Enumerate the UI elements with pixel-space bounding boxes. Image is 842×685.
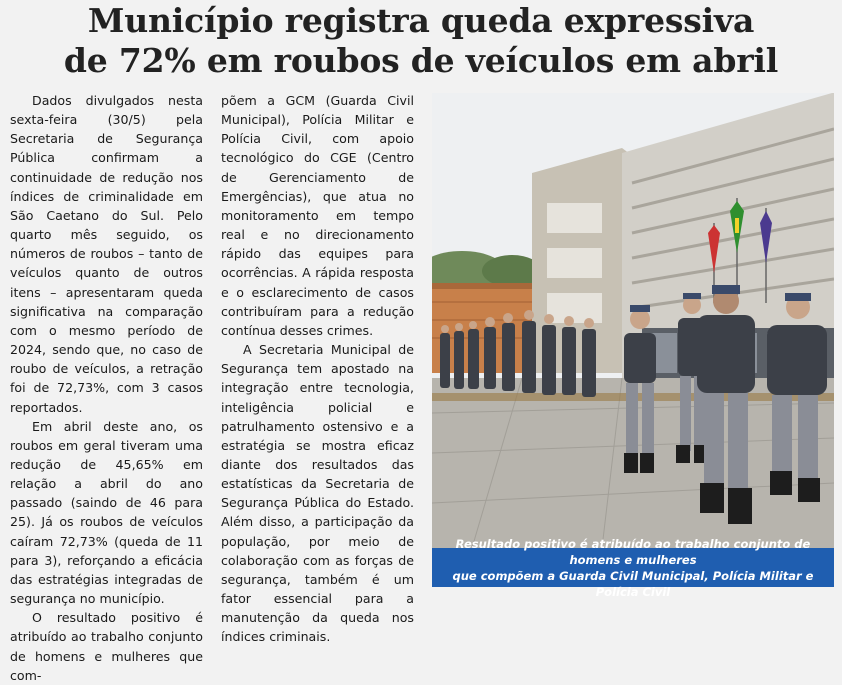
headline	[0, 0, 842, 81]
paragraph: A Secretaria Municipal de Segurança tem apostado na integração entre tecnologia, inteligência policial e patrulhamento ostensivo e a estratégia se mostra eficaz diante dos resultados das estatísticas da Secretaria de Segurança Pública do Estado. Além disso, a participação da população, por meio de colaboração com as forças de segurança, também é um fator essencial para a manutenção da queda nos índices criminais.	[221, 342, 414, 645]
caption-line-1: Resultado positivo é atribuído ao trabalho conjunto de homens e mulheres	[455, 536, 811, 567]
photo-caption	[432, 536, 834, 599]
paragraph: Em abril deste ano, os roubos em geral tiveram uma redução de 45,65% em relação a abril do ano passado (saindo de 46 para 25). Já os roubos de veículos caíram 72,73% (queda de 11 para 3), reforçando a eficácia das estratégias integradas de segurança no município.	[10, 418, 203, 607]
article-column-1	[10, 91, 203, 685]
paragraph: põem a GCM (Guarda Civil Municipal), Polícia Militar e Polícia Civil, com apoio tecnológico do CGE (Centro de Gerenciamento de Emergências), que atua no monitoramento em tempo real e no direcionamento rápido das equipes para ocorrências. A rápida resposta e o esclarecimento de casos contribuíram para a redução contínua desses crimes.	[221, 93, 414, 338]
caption-line-2: que compõem a Guarda Civil Municipal, Polícia Militar e Polícia Civil	[452, 568, 814, 599]
headline-line-1: Município registra queda expressiva	[87, 1, 755, 40]
article-column-2	[221, 91, 414, 647]
paragraph: O resultado positivo é atribuído ao trabalho conjunto de homens e mulheres que com-	[10, 610, 203, 683]
news-photo	[432, 93, 834, 548]
headline-line-2: de 72% em roubos de veículos em abril	[63, 41, 779, 80]
paragraph: Dados divulgados nesta sexta-feira (30/5) pela Secretaria de Segurança Pública confirmam a continuidade de redução nos índices de criminalidade em São Caetano do Sul. Pelo quarto mês seguido, os números de roubos – tanto de veículos quanto de outros itens – apresentaram queda significativa na comparação com o mesmo período de 2024, sendo que, no caso de roubo de veículos, a retração foi de 72,73%, com 3 casos reportados.	[10, 93, 203, 415]
